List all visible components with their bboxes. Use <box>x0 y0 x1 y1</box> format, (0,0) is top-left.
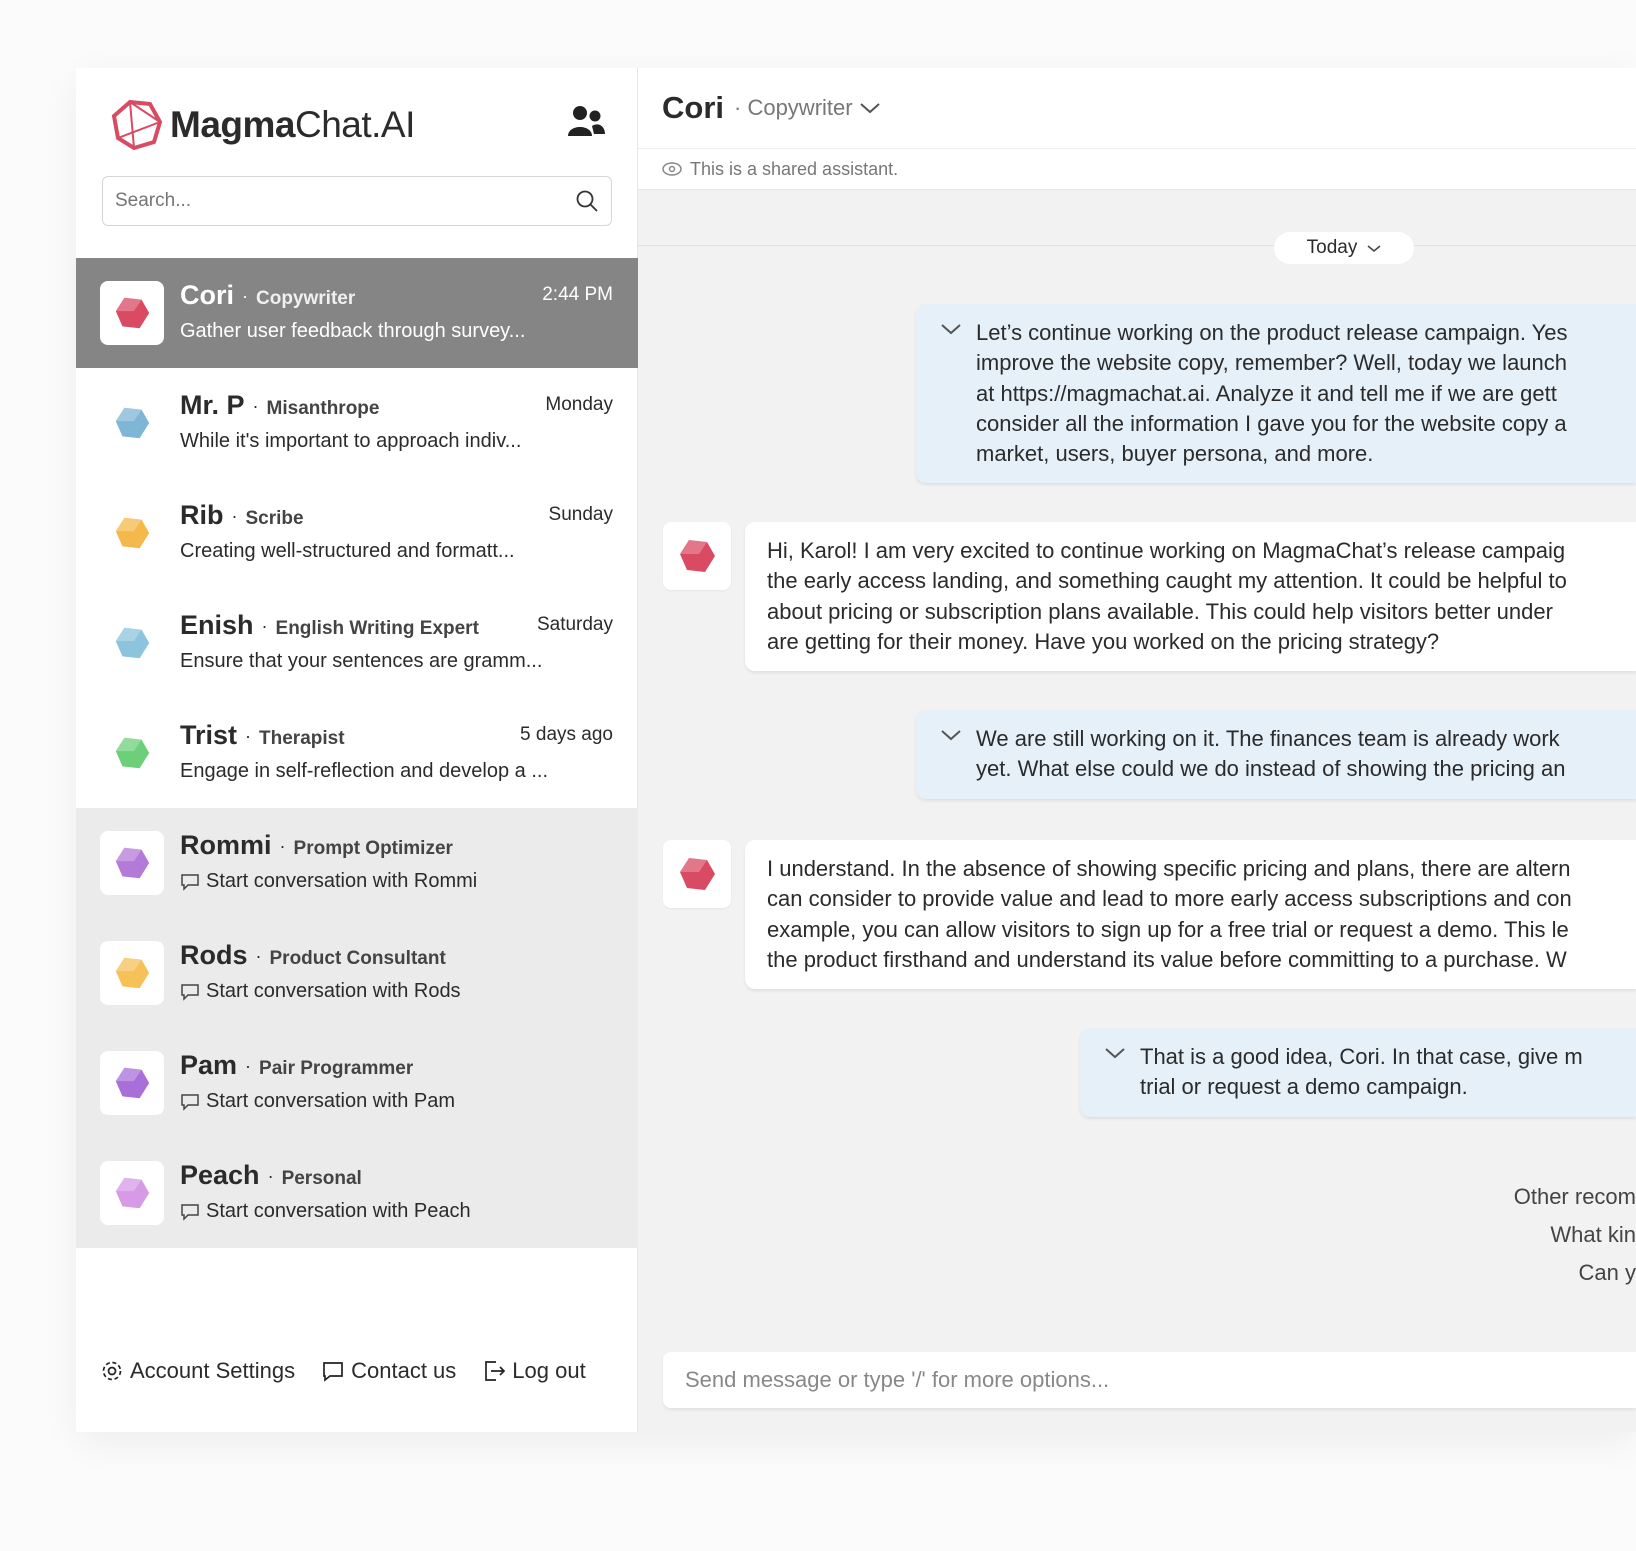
assistant-avatar-icon <box>100 1051 164 1115</box>
app-window <box>76 68 1636 1432</box>
conversation-item[interactable]: Mr. P · Misanthrope While it's important to approach indiv... Monday <box>76 368 638 478</box>
message-line: Let’s continue working on the product release campaign. Yes <box>976 320 1568 345</box>
assistant-avatar-icon <box>100 611 164 675</box>
logout-icon <box>482 1359 506 1383</box>
conversation-name: Rib <box>180 500 224 530</box>
conversation-role: Copywriter <box>256 288 356 309</box>
conversation-time: 2:44 PM <box>542 284 613 305</box>
magma-logo-icon <box>110 98 164 152</box>
conversation-list <box>76 258 638 1248</box>
conversation-preview: Start conversation with Peach <box>206 1200 471 1222</box>
contact-us-label: Contact us <box>351 1358 457 1383</box>
conversation-preview: Engage in self-reflection and develop a ... <box>180 760 549 782</box>
chevron-down-icon <box>1367 244 1381 253</box>
log-out-link[interactable] <box>482 1358 585 1384</box>
conversation-item[interactable]: Cori · Copywriter Gather user feedback through survey... 2:44 PM <box>76 258 638 368</box>
shared-note <box>638 148 1636 190</box>
message-line: can consider to provide value and lead to more early access subscriptions and con <box>767 886 1572 912</box>
conversation-name: Enish <box>180 610 254 640</box>
search-icon[interactable] <box>575 189 599 213</box>
shared-note-text: This is a shared assistant. <box>690 158 899 179</box>
conversation-preview: Start conversation with Rods <box>206 980 461 1002</box>
message-line: consider all the information I gave you for the website copy a <box>976 410 1567 436</box>
conversation-item[interactable]: Rods · Product Consultant Start conversation with Rods <box>76 918 638 1028</box>
message-line: yet. What else could we do instead of showing the pricing an <box>976 756 1566 782</box>
conversation-role: Product Consultant <box>269 948 446 969</box>
message-box[interactable] <box>663 1352 1636 1408</box>
conversation-item[interactable]: Trist · Therapist Engage in self-reflection and develop a ... 5 days ago <box>76 698 638 808</box>
conversation-name: Cori <box>180 280 234 310</box>
user-message <box>1080 1028 1636 1117</box>
message-line: That is a good idea, Cori. In that case, give m <box>1140 1044 1583 1069</box>
chat-bubble-icon <box>180 873 200 891</box>
conversation-preview: While it's important to approach indiv... <box>180 430 522 452</box>
log-out-label: Log out <box>512 1358 586 1383</box>
chat-panel <box>638 68 1636 1432</box>
assistant-avatar-icon <box>663 522 731 590</box>
chat-bubble-icon <box>180 1203 200 1221</box>
conversation-role: Scribe <box>245 508 304 529</box>
message-line: improve the website copy, remember? Well, today we launch <box>976 350 1568 376</box>
conversation-preview: Creating well-structured and formatt... <box>180 540 515 562</box>
conversation-preview: Gather user feedback through survey... <box>180 320 526 342</box>
account-settings-label: Account Settings <box>130 1358 296 1383</box>
assistant-avatar-icon <box>100 1161 164 1225</box>
conversation-name: Rods <box>180 940 248 970</box>
message-input[interactable] <box>685 1367 1636 1393</box>
assistant-avatar-icon <box>100 281 164 345</box>
conversation-name: Trist <box>180 720 238 750</box>
message-line: Hi, Karol! I am very excited to continue working on MagmaChat’s release campaig <box>767 538 1566 563</box>
chat-header <box>638 68 1636 148</box>
conversation-preview: Start conversation with Pam <box>206 1090 455 1112</box>
conversation-item[interactable]: Rib · Scribe Creating well-structured and formatt... Sunday <box>76 478 638 588</box>
assistant-role-dropdown[interactable]: · Copywriter <box>734 95 881 121</box>
sidebar-footer <box>100 1358 586 1384</box>
date-divider <box>638 245 1636 246</box>
search-input[interactable] <box>115 190 575 212</box>
brand-bold: Magma <box>170 104 295 145</box>
message-line: at https://magmachat.ai. Analyze it and tell me if we are gett <box>976 380 1557 406</box>
conversation-name: Rommi <box>180 830 272 860</box>
message-line: trial or request a demo campaign. <box>1140 1074 1468 1100</box>
conversation-role: Prompt Optimizer <box>293 838 453 859</box>
eye-icon <box>662 162 682 176</box>
conversation-item[interactable]: Pam · Pair Programmer Start conversation with Pam <box>76 1028 638 1138</box>
collapse-chevron-icon[interactable] <box>940 728 962 742</box>
logo <box>110 98 415 152</box>
message-line: We are still working on it. The finances team is already work <box>976 726 1560 751</box>
conversation-item[interactable]: Peach · Personal Start conversation with Peach <box>76 1138 638 1248</box>
conversation-role: English Writing Expert <box>275 618 479 639</box>
conversation-time: Monday <box>545 394 613 415</box>
suggestion-2[interactable]: What kin <box>1550 1222 1636 1247</box>
assistant-avatar-icon <box>663 840 731 908</box>
conversation-role: Pair Programmer <box>259 1058 414 1079</box>
message-line: I understand. In the absence of showing specific pricing and plans, there are altern <box>767 856 1571 881</box>
message-line: the product firsthand and understand its value before committing to a purchase. W <box>767 946 1567 972</box>
message-line: the early access landing, and something caught my attention. It could be helpful to <box>767 568 1567 594</box>
assistant-avatar-icon <box>100 501 164 565</box>
chat-bubble-icon <box>180 1093 200 1111</box>
conversation-name: Peach <box>180 1160 260 1190</box>
conversation-item[interactable]: Enish · English Writing Expert Ensure that your sentences are gramm... Saturday <box>76 588 638 698</box>
conversation-role: Personal <box>281 1168 362 1189</box>
gear-icon <box>100 1359 124 1383</box>
conversation-item[interactable]: Rommi · Prompt Optimizer Start conversation with Rommi <box>76 808 638 918</box>
conversation-time: Sunday <box>548 504 613 525</box>
conversation-time: Saturday <box>536 614 613 635</box>
assistant-avatar-icon <box>100 941 164 1005</box>
sidebar <box>76 68 638 1432</box>
conversation-preview: Ensure that your sentences are gramm... <box>180 650 543 672</box>
account-settings-link[interactable] <box>100 1358 295 1384</box>
assistant-avatar-icon <box>100 391 164 455</box>
assistant-name: Cori <box>662 90 724 125</box>
message-line: market, users, buyer persona, and more. <box>976 441 1374 467</box>
assistant-message <box>745 522 1636 671</box>
team-icon[interactable] <box>566 102 606 142</box>
message-line: are getting for their money. Have you worked on the pricing strategy? <box>767 628 1440 654</box>
user-message <box>916 710 1636 799</box>
collapse-chevron-icon[interactable] <box>1104 1046 1126 1060</box>
conversation-name: Mr. P <box>180 390 245 420</box>
suggestion-1[interactable]: Other recom <box>1513 1184 1636 1209</box>
assistant-avatar-icon <box>100 721 164 785</box>
collapse-chevron-icon[interactable] <box>940 322 962 336</box>
chat-bubble-icon <box>180 983 200 1001</box>
conversation-time: 5 days ago <box>520 724 613 745</box>
assistant-message <box>745 840 1636 989</box>
conversation-preview: Start conversation with Rommi <box>206 870 478 892</box>
conversation-role: Therapist <box>259 728 345 749</box>
assistant-avatar-icon <box>100 831 164 895</box>
chat-bubble-icon <box>321 1359 345 1383</box>
date-filter-label: Today <box>1306 237 1358 258</box>
search-box[interactable] <box>102 176 612 226</box>
contact-us-link[interactable] <box>321 1358 456 1384</box>
assistant-role: Copywriter <box>747 95 853 120</box>
conversation-name: Pam <box>180 1050 238 1080</box>
message-line: about pricing or subscription plans available. This could help visitors better under <box>767 598 1553 624</box>
chevron-down-icon <box>859 101 881 115</box>
message-line: example, you can allow visitors to sign up for a free trial or request a demo. This le <box>767 916 1569 942</box>
brand-light: Chat.AI <box>294 104 415 145</box>
suggestion-3[interactable]: Can y <box>1578 1260 1636 1285</box>
date-filter-dropdown[interactable] <box>1274 232 1414 264</box>
user-message <box>916 304 1636 483</box>
conversation-role: Misanthrope <box>266 398 380 419</box>
